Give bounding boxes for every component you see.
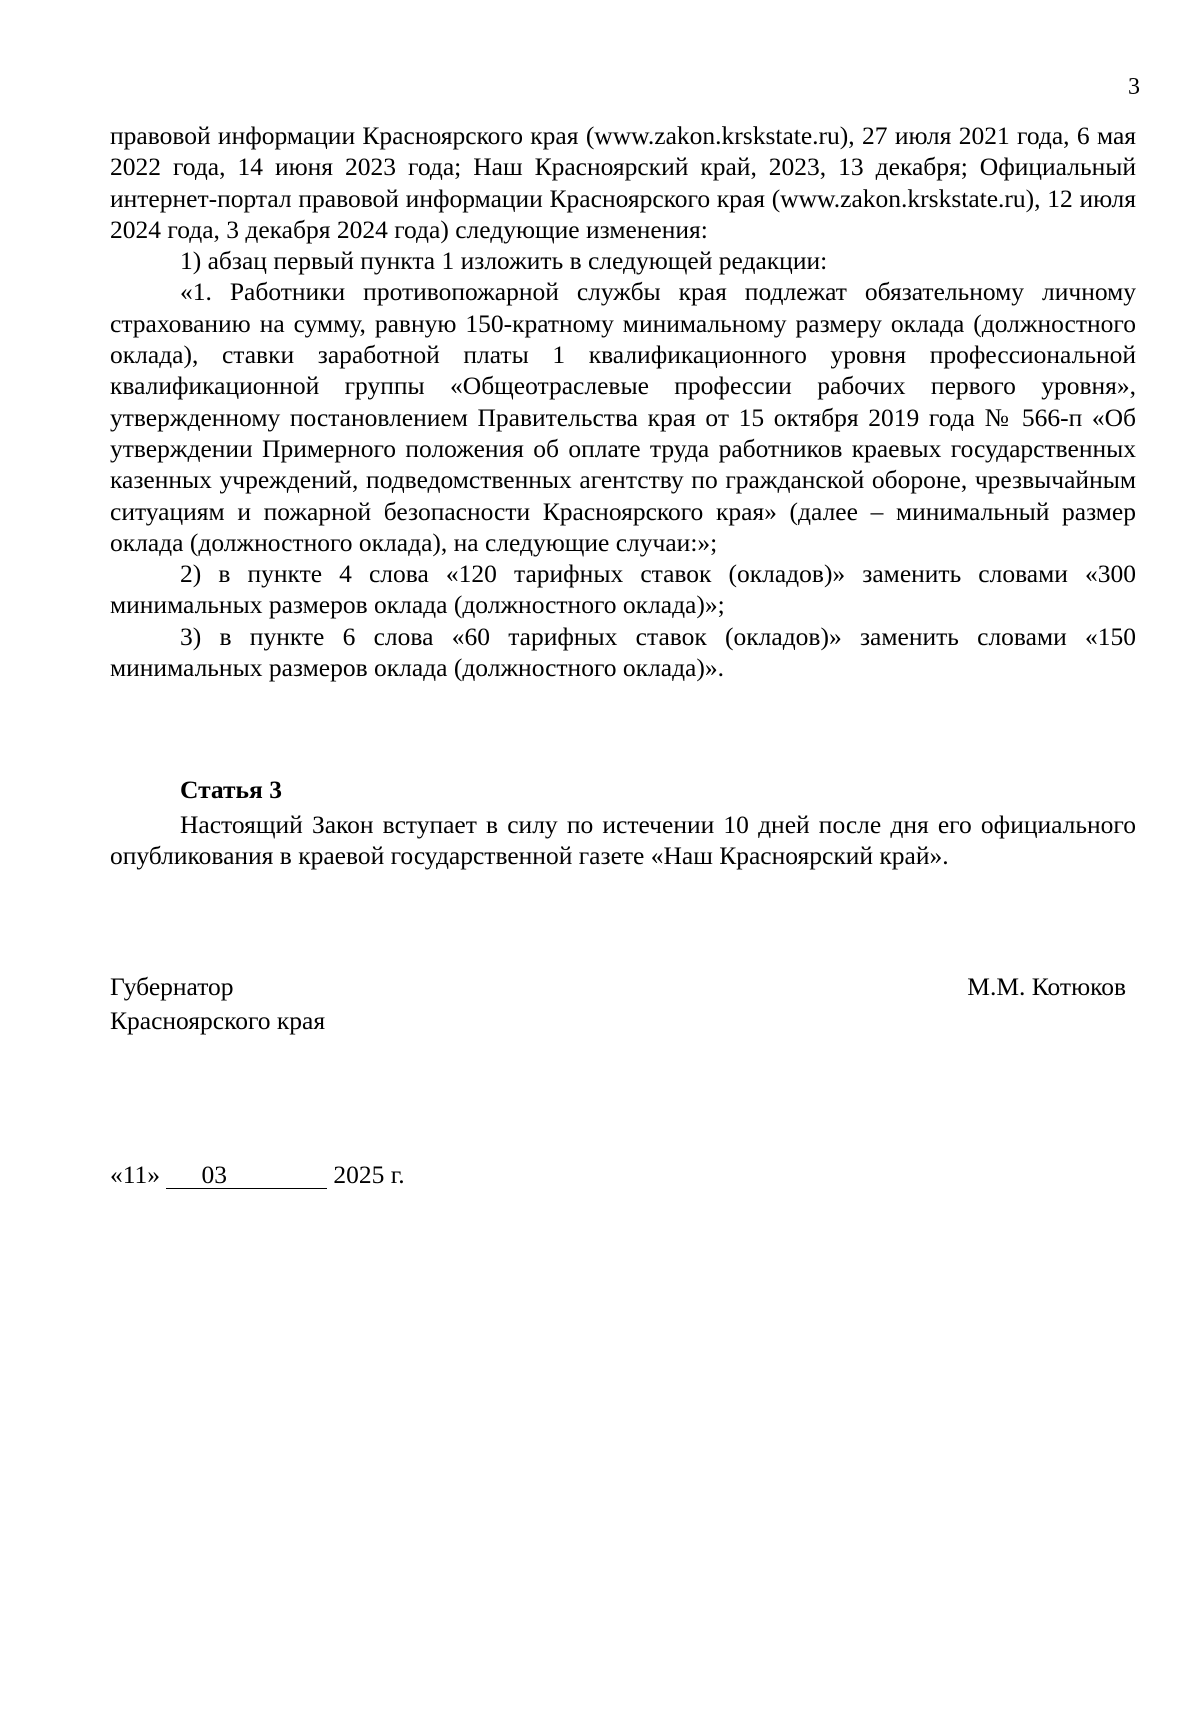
article-body: [110, 809, 1136, 872]
date-line: [110, 1158, 405, 1192]
date-underline-right: [227, 1162, 327, 1189]
page-number: 3: [1128, 74, 1140, 100]
signer-title-line1: Губернатор: [110, 972, 234, 1001]
paragraph-item-1: 1) абзац первый пункта 1 изложить в следующей редакции:: [180, 246, 828, 276]
signer-title: [110, 970, 325, 1038]
paragraph-item-2: 2) в пункте 4 слова «120 тарифных ставок (окладов)» заменить словами «300 минимальных размеров оклада (должностного оклада)»;: [110, 559, 1136, 620]
date-underline-left: [166, 1162, 201, 1189]
article-paragraph: Настоящий Закон вступает в силу по истечении 10 дней после дня его официального опубликования в краевой государственной газете «Наш Красноярский край».: [110, 810, 1136, 871]
paragraph-continuation: правовой информации Красноярского края (www.zakon.krskstate.ru), 27 июля 2021 года, 6 мая 2022 года, 14 июня 2023 года; Наш Красноярский край, 2023, 13 декабря; Официальный интернет-портал правовой информации Красноярского края (www.zakon.krskstate.ru), 12 июля 2024 года, 3 декабря 2024 года) следующие изменения:: [110, 121, 1136, 244]
paragraph-item-3: 3) в пункте 6 слова «60 тарифных ставок (окладов)» заменить словами «150 минимальных размеров оклада (должностного оклада)».: [110, 621, 1136, 683]
article-heading: Статья 3: [180, 775, 282, 804]
date-year: 2025 г.: [333, 1160, 405, 1189]
document-body: [110, 120, 1136, 683]
date-month: 03: [201, 1160, 227, 1189]
paragraph-quoted-clause: «1. Работники противопожарной службы края подлежат обязательному личному страхованию на сумму, равную 150-кратному минимальному размеру оклада (должностного оклада), ставки заработной платы 1 квалификационного уровня профессиональной квалификационной группы «Общеотраслевые профессии рабочих первого уровня», утвержденному постановлением Правительства края от 15 октября 2019 года № 566-п «Об утверждении Примерного положения об оплате труда работников краевых государственных казенных учреждений, подведомственных агентству по гражданской обороне, чрезвычайным ситуациям и пожарной безопасности Красноярского края» (далее – минимальный размер оклада (должностного оклада), на следующие случаи:»;: [110, 277, 1136, 557]
date-day: «11»: [110, 1160, 161, 1189]
signer-name: М.М. Котюков: [967, 972, 1126, 1001]
signer-title-line2: Красноярского края: [110, 1006, 326, 1035]
